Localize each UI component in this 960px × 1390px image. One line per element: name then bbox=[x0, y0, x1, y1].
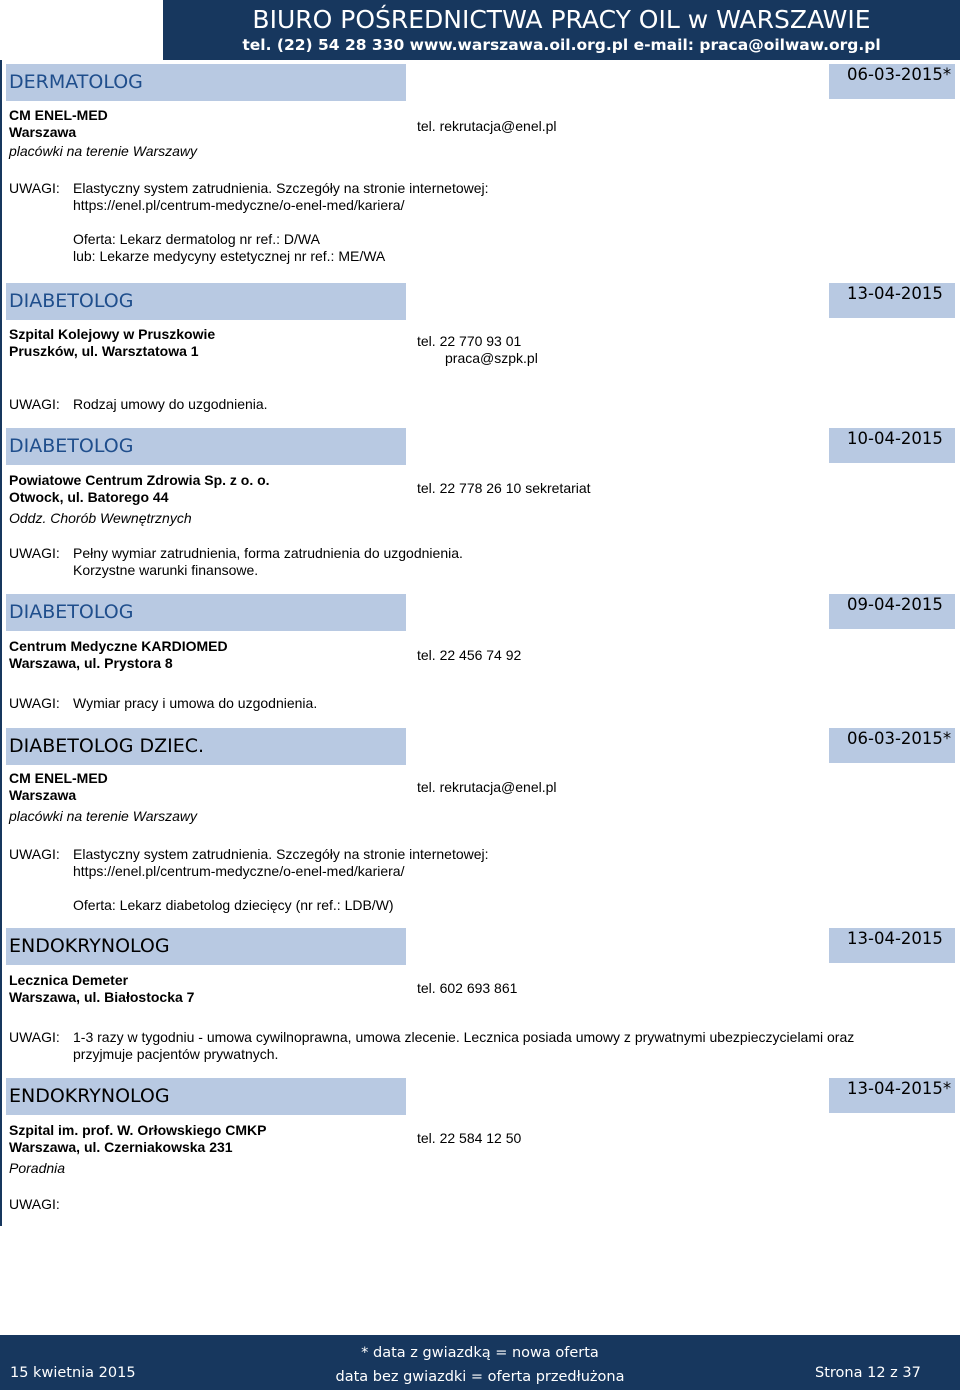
employer-block bbox=[9, 972, 194, 1006]
remarks-text bbox=[73, 846, 489, 914]
specialty-heading: DIABETOLOG bbox=[6, 428, 406, 465]
header-contact: tel. (22) 54 28 330 www.warszawa.oil.org.pl e-mail: praca@oilwaw.org.pl bbox=[242, 36, 881, 54]
contact-block bbox=[417, 779, 557, 796]
offer-date: 06-03-2015* bbox=[829, 64, 955, 99]
remarks-label: UWAGI: bbox=[9, 695, 60, 711]
employer-name: Powiatowe Centrum Zdrowia Sp. z o. o. bbox=[9, 472, 270, 488]
contact-phone: tel. rekrutacja@enel.pl bbox=[417, 118, 557, 134]
remarks-label: UWAGI: bbox=[9, 545, 60, 561]
offer-date: 09-04-2015 bbox=[829, 594, 955, 629]
employer-block bbox=[9, 326, 215, 360]
remarks-line: Oferta: Lekarz dermatolog nr ref.: D/WA bbox=[73, 231, 320, 247]
remarks-line: Rodzaj umowy do uzgodnienia. bbox=[73, 396, 268, 412]
employer-note: placówki na terenie Warszawy bbox=[9, 808, 198, 824]
remarks-line bbox=[73, 880, 489, 897]
page-number: Strona 12 z 37 bbox=[815, 1365, 921, 1381]
remarks-block bbox=[9, 396, 268, 413]
remarks-block bbox=[9, 1196, 73, 1213]
remarks-line: Pełny wymiar zatrudnienia, forma zatrudnienia do uzgodnienia. bbox=[73, 545, 463, 561]
remarks-label: UWAGI: bbox=[9, 1196, 60, 1212]
remarks-line: Elastyczny system zatrudnienia. Szczegóły na stronie internetowej: bbox=[73, 180, 489, 196]
employer-note: Oddz. Chorób Wewnętrznych bbox=[9, 510, 192, 526]
specialty-heading: DIABETOLOG bbox=[6, 594, 406, 631]
footer-date: 15 kwietnia 2015 bbox=[10, 1365, 136, 1381]
remarks-block bbox=[9, 1029, 854, 1063]
offer-date: 10-04-2015 bbox=[829, 428, 955, 463]
contact-block bbox=[417, 118, 557, 135]
employer-address: Warszawa bbox=[9, 787, 77, 803]
employer-name: Centrum Medyczne KARDIOMED bbox=[9, 638, 228, 654]
employer-name: Lecznica Demeter bbox=[9, 972, 129, 988]
contact-phone: tel. 22 456 74 92 bbox=[417, 647, 522, 663]
remarks-line: lub: Lekarze medycyny estetycznej nr ref.: ME/WA bbox=[73, 248, 386, 264]
contact-phone: tel. 22 770 93 01 bbox=[417, 333, 522, 349]
employer-note: Poradnia bbox=[9, 1160, 66, 1176]
employer-block bbox=[9, 1122, 266, 1177]
employer-block bbox=[9, 638, 228, 672]
employer-name: Szpital im. prof. W. Orłowskiego CMKP bbox=[9, 1122, 267, 1138]
contact-phone: tel. 22 584 12 50 bbox=[417, 1130, 522, 1146]
legend-extended: data bez gwiazdki = oferta przedłużona bbox=[335, 1369, 625, 1385]
contact-phone: tel. rekrutacja@enel.pl bbox=[417, 779, 557, 795]
remarks-text bbox=[73, 695, 317, 712]
employer-block bbox=[9, 472, 270, 527]
specialty-heading: DIABETOLOG DZIEC. bbox=[6, 728, 406, 765]
remarks-line: https://enel.pl/centrum-medyczne/o-enel-med/kariera/ bbox=[73, 197, 405, 213]
remarks-line: Oferta: Lekarz diabetolog dziecięcy (nr ref.: LDB/W) bbox=[73, 897, 394, 913]
remarks-label: UWAGI: bbox=[9, 846, 60, 862]
employer-name: Szpital Kolejowy w Pruszkowie bbox=[9, 326, 216, 342]
employer-block bbox=[9, 107, 197, 160]
employer-address: Pruszków, ul. Warsztatowa 1 bbox=[9, 343, 199, 359]
remarks-text bbox=[73, 396, 268, 413]
employer-name: CM ENEL-MED bbox=[9, 770, 108, 786]
remarks-block bbox=[9, 846, 489, 914]
contact-block bbox=[417, 1130, 521, 1147]
employer-address: Warszawa, ul. Białostocka 7 bbox=[9, 989, 195, 1005]
remarks-label: UWAGI: bbox=[9, 180, 60, 196]
contact-block bbox=[417, 480, 591, 497]
remarks-line: Elastyczny system zatrudnienia. Szczegóły na stronie internetowej: bbox=[73, 846, 489, 862]
offer-date: 13-04-2015 bbox=[829, 928, 955, 963]
left-rule bbox=[0, 60, 2, 1226]
remarks-line: przyjmuje pacjentów prywatnych. bbox=[73, 1046, 279, 1062]
specialty-heading: DERMATOLOG bbox=[6, 64, 406, 101]
contact-phone: tel. 602 693 861 bbox=[417, 980, 518, 996]
legend-new: * data z gwiazdką = nowa oferta bbox=[361, 1345, 599, 1361]
contact-email: praca@szpk.pl bbox=[445, 350, 538, 366]
remarks-text bbox=[73, 545, 463, 579]
remarks-block bbox=[9, 545, 463, 579]
employer-address: Warszawa, ul. Prystora 8 bbox=[9, 655, 173, 671]
footer-legend bbox=[290, 1341, 670, 1389]
employer-address: Warszawa, ul. Czerniakowska 231 bbox=[9, 1139, 233, 1155]
header-title: BIURO POŚREDNICTWA PRACY OIL w WARSZAWIE bbox=[252, 5, 871, 34]
remarks-line: Wymiar pracy i umowa do uzgodnienia. bbox=[73, 695, 318, 711]
employer-address: Warszawa bbox=[9, 124, 77, 140]
offer-date: 13-04-2015 bbox=[829, 283, 955, 318]
employer-name: CM ENEL-MED bbox=[9, 107, 108, 123]
remarks-label: UWAGI: bbox=[9, 1029, 60, 1045]
contact-block bbox=[417, 647, 521, 664]
remarks-line: https://enel.pl/centrum-medyczne/o-enel-med/kariera/ bbox=[73, 863, 405, 879]
employer-block bbox=[9, 770, 197, 825]
remarks-label: UWAGI: bbox=[9, 396, 60, 412]
offer-date: 06-03-2015* bbox=[829, 728, 955, 763]
remarks-line: 1-3 razy w tygodniu - umowa cywilnoprawna, umowa zlecenie. Lecznica posiada umowy z prywatnymi ubezpieczycielami oraz bbox=[73, 1029, 855, 1045]
contact-phone: tel. 22 778 26 10 sekretariat bbox=[417, 480, 591, 496]
specialty-heading: DIABETOLOG bbox=[6, 283, 406, 320]
employer-note: placówki na terenie Warszawy bbox=[9, 143, 198, 159]
remarks-block bbox=[9, 180, 489, 265]
employer-address: Otwock, ul. Batorego 44 bbox=[9, 489, 169, 505]
specialty-heading: ENDOKRYNOLOG bbox=[6, 1078, 406, 1115]
specialty-heading: ENDOKRYNOLOG bbox=[6, 928, 406, 965]
remarks-text bbox=[73, 1029, 854, 1063]
offer-date: 13-04-2015* bbox=[829, 1078, 955, 1113]
contact-block bbox=[417, 980, 517, 997]
remarks-text bbox=[73, 180, 489, 265]
contact-block bbox=[417, 333, 538, 367]
remarks-line: Korzystne warunki finansowe. bbox=[73, 562, 259, 578]
page-footer bbox=[0, 1335, 960, 1390]
remarks-block bbox=[9, 695, 317, 712]
document-header bbox=[163, 0, 960, 60]
remarks-line bbox=[73, 214, 489, 231]
